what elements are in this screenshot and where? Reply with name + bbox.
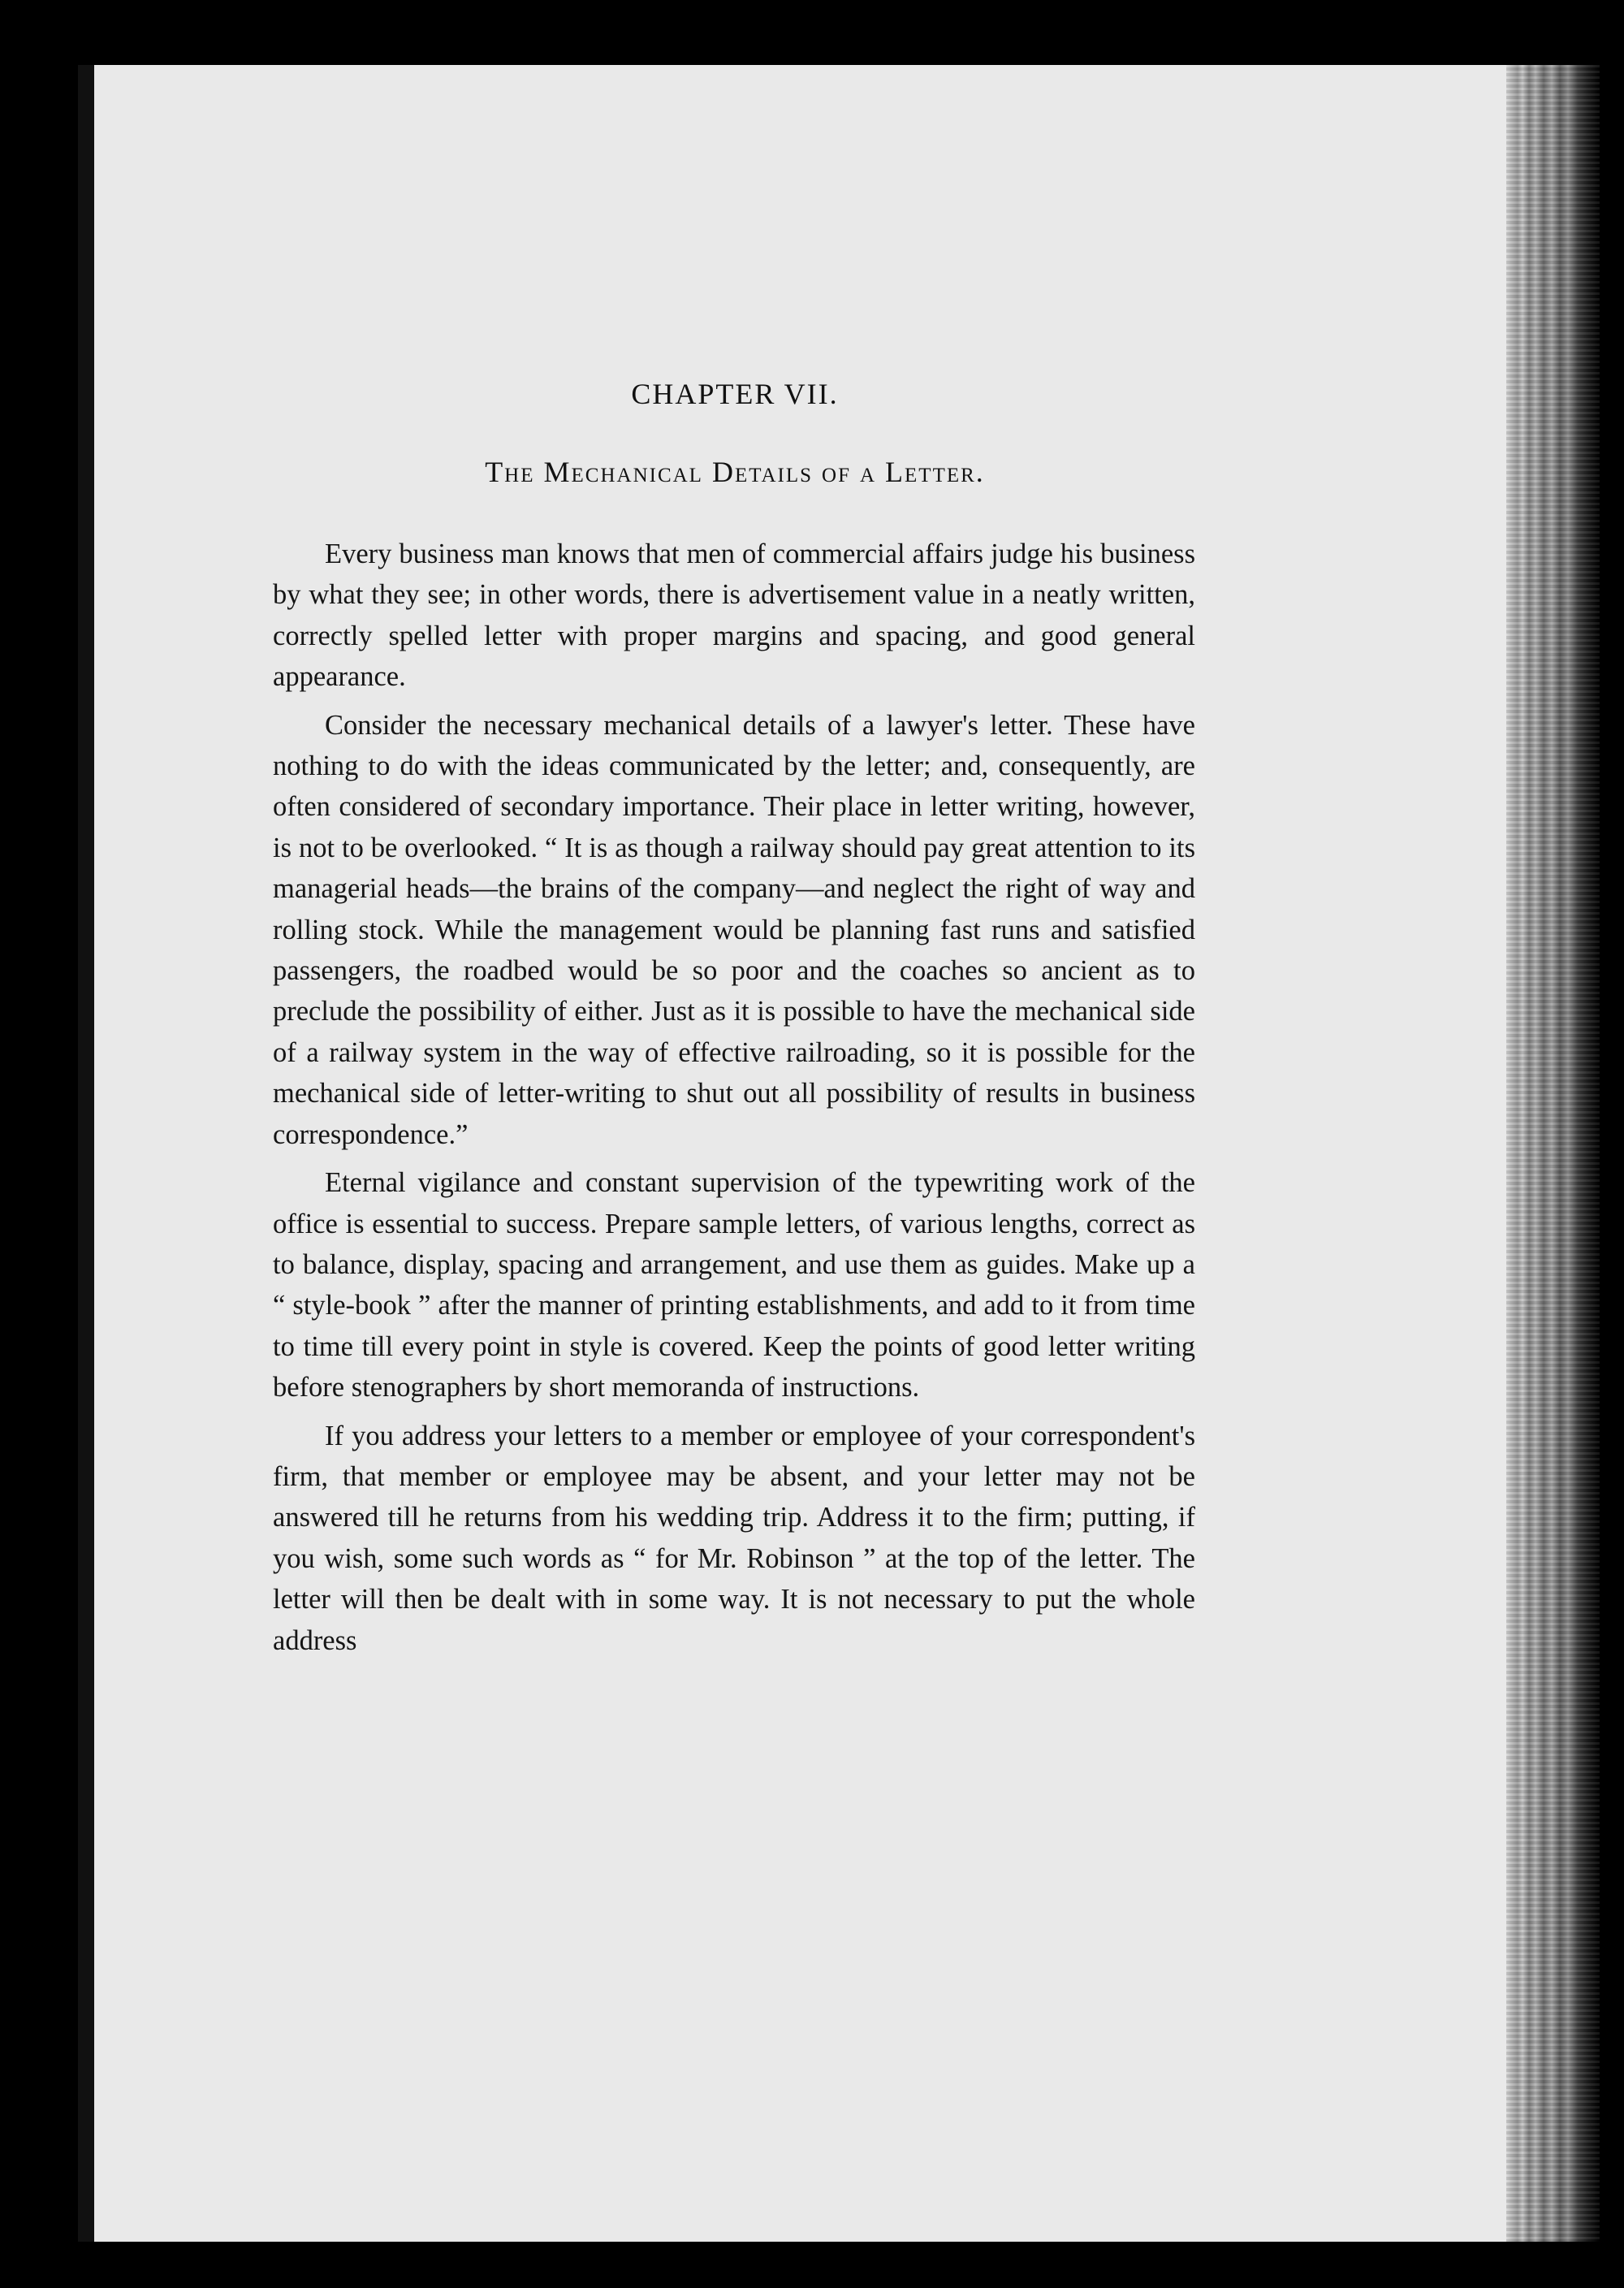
- paragraph-1: Every business man knows that men of commercial affairs judge his business by what they see; in other words, there is advertisement value in a neatly written, correctly spelled letter with proper margins and spacing, and good general appearance.: [273, 538, 1195, 693]
- body-text: [273, 534, 1195, 1661]
- paragraph-4: If you address your letters to a member or employee of your correspondent's firm, that member or employee may be absent, and your letter may not be answered till he returns from his wedding trip. Address it to the firm; putting, if you wish, some such words as “ for Mr. Robinson ” at the top of the letter. The letter will then be dealt with in some way. It is not necessary to put the whole address: [273, 1420, 1195, 1656]
- chapter-heading: CHAPTER VII.: [631, 378, 839, 410]
- chapter-subtitle: The Mechanical Details of a Letter.: [485, 456, 985, 488]
- paragraph-2: Consider the necessary mechanical details of a lawyer's letter. These have nothing to do with the ideas communicated by the letter; and, consequently, are often considered of secondary importance. Their place in letter writing, however, is not to be overlooked. “ It is as though a railway should pay great attention to its managerial heads—the brains of the company—and neglect the right of way and rolling stock. While the management would be planning fast runs and satisfied passengers, the roadbed would be so poor and the coaches so ancient as to preclude the possibility of either. Just as it is possible to have the mechanical side of a railway system in the way of effective railroading, so it is possible for the mechanical side of letter-writing to shut out all possibility of results in business correspondence.”: [273, 709, 1195, 1150]
- page-edge-binding: [1506, 65, 1600, 2242]
- paragraph-3: Eternal vigilance and constant supervision of the typewriting work of the office is essential to success. Prepare sample letters, of various lengths, correct as to balance, display, spacing and arrangement, and use them as guides. Make up a “ style-book ” after the manner of printing establishments, and add to it from time to time till every point in style is covered. Keep the points of good letter writing before stenographers by short memoranda of instructions.: [273, 1167, 1195, 1404]
- left-spine-shadow: [78, 65, 96, 2242]
